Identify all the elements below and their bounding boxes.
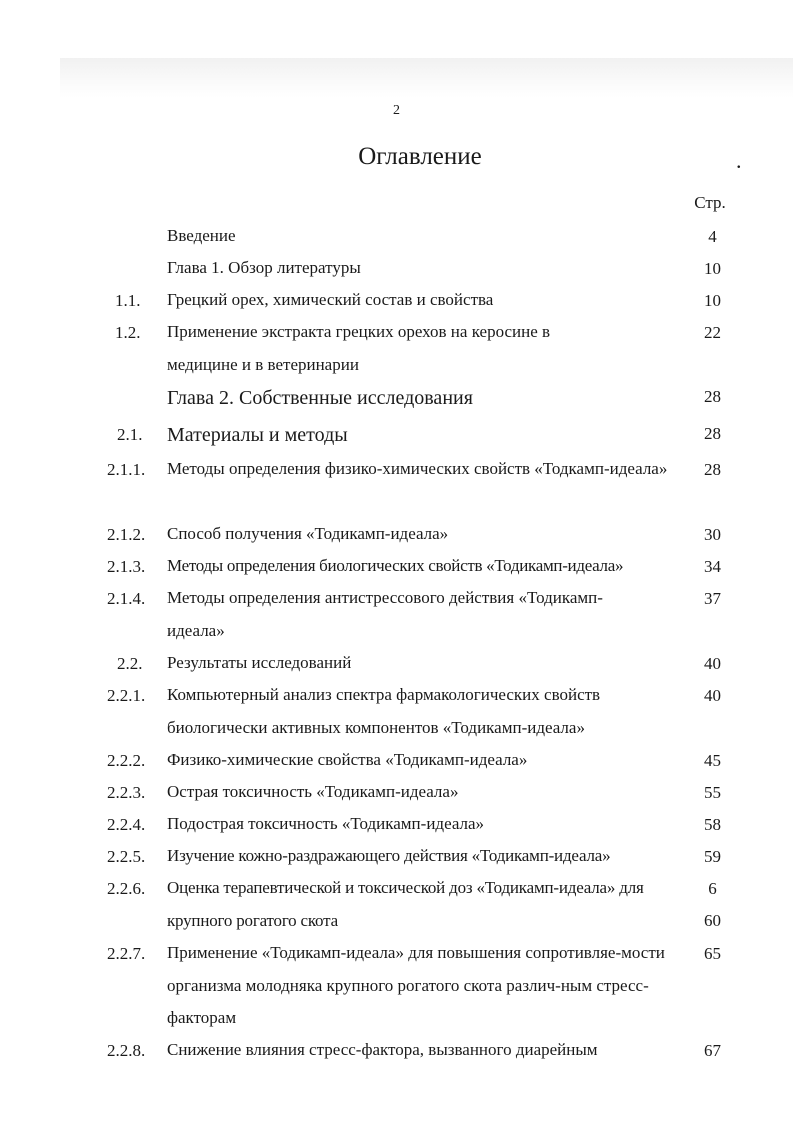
toc-entry-title: Методы определения физико-химических свойств «Тодкамп-идеала» <box>167 459 668 478</box>
toc-entry-title: Грецкий орех, химический состав и свойства <box>167 290 494 309</box>
toc-entry-number: 2.1.2. <box>107 525 146 544</box>
toc-entry-page: 10 <box>704 259 721 278</box>
toc-entry-page: 34 <box>704 557 721 576</box>
toc-entry-number: 2.1.3. <box>107 557 146 576</box>
toc-entry-number: 2.2.1. <box>107 686 146 705</box>
toc-entry-title: Глава 2. Собственные исследования <box>167 387 473 409</box>
toc-entry-page: 6 <box>708 879 717 898</box>
toc-entry-title: Изучение кожно-раздражающего действия «Тодикамп-идеала» <box>167 846 611 865</box>
toc-entry-page: 65 <box>704 944 721 963</box>
toc-entry-page: 37 <box>704 589 721 608</box>
toc-entry-title: Методы определения биологических свойств «Тодикамп-идеала» <box>167 556 624 575</box>
page-title: Оглавление <box>358 143 482 170</box>
toc-entry-number: 2.1. <box>117 425 143 444</box>
toc-entry-number: 2.2.8. <box>107 1041 146 1060</box>
scan-speck: . <box>736 148 742 173</box>
toc-entry-title: Острая токсичность «Тодикамп-идеала» <box>167 782 459 801</box>
toc-entry-page: 4 <box>708 227 717 246</box>
toc-entry-title: Методы определения антистрессового действия «Тодикамп-идеала» <box>167 588 603 640</box>
toc-entry-page: 28 <box>704 424 721 443</box>
toc-entry-page: 30 <box>704 525 721 544</box>
toc-entry-number: 2.1.4. <box>107 589 146 608</box>
toc-entry-page: 59 <box>704 847 721 866</box>
toc-entry-title: Результаты исследований <box>167 653 352 672</box>
toc-entry-title: Глава 1. Обзор литературы <box>167 258 361 277</box>
toc-entry-title: Оценка терапевтической и токсической доз «Тодикамп-идеала» для крупного рогатого скота <box>167 878 644 930</box>
toc-entry-number: 1.1. <box>115 291 141 310</box>
toc-entry-number: 2.1.1. <box>107 460 146 479</box>
toc-entry-title: Применение экстракта грецких орехов на керосине в медицине и в ветеринарии <box>167 322 551 374</box>
toc-entry-page: 10 <box>704 291 721 310</box>
toc-entry-number: 2.2.7. <box>107 944 146 963</box>
toc-entry-page: 67 <box>704 1041 721 1060</box>
toc-entry-title: Снижение влияния стресс-фактора, вызванного диарейным <box>167 1040 598 1059</box>
toc-entry-number: 2.2.2. <box>107 751 146 770</box>
toc-entry-page: 22 <box>704 323 721 342</box>
toc-entry-page: 40 <box>704 654 721 673</box>
toc-entry-number: 2.2.5. <box>107 847 146 866</box>
page-column-header: Стр. <box>694 193 726 212</box>
toc-entry-page: 55 <box>704 783 721 802</box>
toc-entry-title: Материалы и методы <box>167 424 348 446</box>
toc-entry-title: Введение <box>167 226 236 245</box>
toc-entry-title: Способ получения «Тодикамп-идеала» <box>167 524 449 543</box>
toc-entry-page: 28 <box>704 387 721 406</box>
page-number: 2 <box>393 103 400 118</box>
toc-entry-number: 2.2. <box>117 654 143 673</box>
toc-entry-page: 45 <box>704 751 721 770</box>
toc-entry-title: Применение «Тодикамп-идеала» для повышения сопротивляе-мости организма молодняка крупного рогатого скота различ-ным стресс-факторам <box>167 943 665 1027</box>
toc-entry-page-continued: 60 <box>704 911 721 930</box>
toc-entry-page: 28 <box>704 460 721 479</box>
toc-entry-number: 2.2.3. <box>107 783 146 802</box>
toc-entry-number: 2.2.6. <box>107 879 146 898</box>
scan-shading <box>60 58 793 98</box>
toc-entry-title: Подострая токсичность «Тодикамп-идеала» <box>167 814 485 833</box>
toc-entry-page: 40 <box>704 686 721 705</box>
toc-entry-number: 1.2. <box>115 323 141 342</box>
toc-entry-title: Физико-химические свойства «Тодикамп-идеала» <box>167 750 528 769</box>
toc-entry-number: 2.2.4. <box>107 815 146 834</box>
toc-entry-title: Компьютерный анализ спектра фармакологических свойств биологически активных компонентов «Тодикамп-идеала» <box>167 685 601 737</box>
toc-entry-page: 58 <box>704 815 721 834</box>
